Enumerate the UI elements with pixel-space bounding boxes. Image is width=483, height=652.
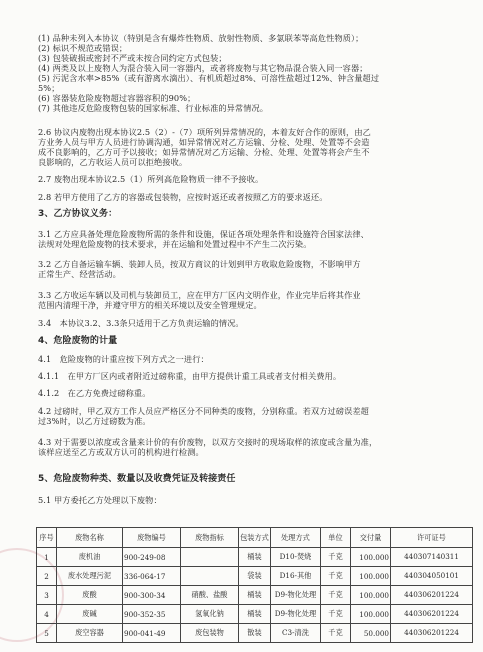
table-cell: 千克 (321, 605, 351, 624)
table-cell: 900-249-08 (123, 548, 181, 567)
para-4-2-line-1: 4.2 过磅时，甲乙双方工作人员应严格区分不同种类的废物，分别称重。若双方过磅误差超 (38, 406, 369, 416)
table-cell: 100.000 (351, 586, 391, 605)
table-cell: 336-064-17 (123, 567, 181, 586)
table-cell: 440306201224 (391, 605, 473, 624)
table-row (37, 605, 473, 624)
table-cell: 硝酸、盐酸 (181, 586, 239, 605)
table-cell: 440307140311 (391, 548, 473, 567)
table-header-cell: 废物指标 (181, 528, 239, 548)
list-item-5-cont: 5%； (38, 83, 60, 93)
table-cell (181, 567, 239, 586)
table-cell: 废碱 (57, 605, 123, 624)
para-4-1: 4.1 危险废物的计重应按下列方式之一进行： (38, 354, 209, 364)
table-cell: 千克 (321, 567, 351, 586)
table-cell: 废机油 (57, 548, 123, 567)
table-header-cell: 包装方式 (239, 528, 271, 548)
table-cell: 废酸 (57, 586, 123, 605)
table-cell: 50.000 (351, 624, 391, 643)
para-4-2-line-2: 过3%时，以乙方过磅数为准。 (38, 416, 151, 426)
table-row (37, 548, 473, 567)
para-3-3-line-2: 范围内清理干净，并遵守甲方的相关环境以及安全管理规定。 (38, 300, 262, 310)
table-cell: 100.000 (351, 567, 391, 586)
table-header-cell: 单位 (321, 528, 351, 548)
table-cell: 440304050101 (391, 567, 473, 586)
waste-table (36, 527, 473, 643)
list-item-4: (4) 两类及以上废物人为混合装入同一容器内，或者将废物与其它物品混合装入同一容器； (38, 63, 368, 73)
table-header-cell: 废物名称 (57, 528, 123, 548)
table-cell: 3 (37, 586, 57, 605)
para-2-7: 2.7 废物出现本协议2.5（1）所列高危险物质一律不予接收。 (38, 174, 264, 184)
table-row (37, 586, 473, 605)
para-3-2-line-2: 正常生产、经营活动。 (38, 269, 121, 279)
table-cell: 袋装 (239, 567, 271, 586)
list-item-3: (3) 包装破损或密封不严或未按合同约定方式包装； (38, 53, 227, 63)
table-cell: 散装 (239, 624, 271, 643)
table-cell: 千克 (321, 548, 351, 567)
table-header-cell: 废物编号 (123, 528, 181, 548)
para-2-6-line-1: 2.6 协议内废物出现本协议2.5（2）-（7）项所列异常情况的，本着友好合作的原则，由乙 (38, 127, 371, 137)
table-cell: 千克 (321, 586, 351, 605)
table-cell: 5 (37, 624, 57, 643)
table-cell: 4 (37, 605, 57, 624)
para-4-3-line-2: 该样应送至乙方或双方认可的机构进行检测。 (38, 447, 204, 457)
table-cell: C3-清洗 (271, 624, 321, 643)
table-cell: 桶装 (239, 548, 271, 567)
table-cell: 桶装 (239, 586, 271, 605)
table-cell: 千克 (321, 624, 351, 643)
table-cell: D16-其他 (271, 567, 321, 586)
list-item-6: (6) 容器装危险废物超过容器容积的90%； (38, 93, 196, 103)
para-2-6-line-3: 成不良影响的，乙方可予以接收；如异常情况对乙方运输、分检、处理、处置等将会产生不 (38, 147, 370, 157)
list-item-7: (7) 其他违反危险废物包装的国家标准、行业标准的异常情况。 (38, 103, 269, 113)
table-cell: 100.000 (351, 548, 391, 567)
table-cell: 氢氧化钠 (181, 605, 239, 624)
table-cell: D9-物化处理 (271, 586, 321, 605)
para-2-8: 2.8 若甲方使用了乙方的容器或包装物，应按时返还或者按照乙方的要求返还。 (38, 192, 328, 202)
table-header-row (37, 528, 473, 548)
table-cell: 废空容器 (57, 624, 123, 643)
table-cell (181, 548, 239, 567)
table-cell: 废水处理污泥 (57, 567, 123, 586)
table-cell: 100.000 (351, 605, 391, 624)
para-4-1-2: 4.1.2 在乙方免费过磅称重。 (38, 388, 151, 398)
table-header-cell: 交付量 (351, 528, 391, 548)
table-header-cell: 许可证号 (391, 528, 473, 548)
table-cell: D10-焚烧 (271, 548, 321, 567)
table-cell: 900-041-49 (123, 624, 181, 643)
para-3-2-line-1: 3.2 乙方自备运输车辆、装卸人员，按双方商议的计划到甲方收取危险废物，不影响甲方 (38, 259, 361, 269)
table-header-cell: 处理方式 (271, 528, 321, 548)
list-item-5: (5) 污泥含水率>85%（或有游离水滴出）、有机质超过8%、可溶性盐超过12%、钟含量超过 (38, 73, 380, 83)
table-cell: 1 (37, 548, 57, 567)
section-heading-4: 4、危险废物的计量 (38, 336, 118, 346)
list-item-2: (2) 标识不规范或错误； (38, 43, 128, 53)
para-3-4: 3.4 本协议3.2、3.3条只适用于乙方负责运输的情况。 (38, 318, 244, 328)
para-2-6-line-2: 方业务人员与甲方人员进行协调沟通，如异常情况对乙方运输、分检、处理、处置等不会造 (38, 137, 370, 147)
table-cell: 440306201224 (391, 586, 473, 605)
table-header-cell: 序号 (37, 528, 57, 548)
para-2-6-line-4: 良影响的，乙方收运人员可以拒绝接收。 (38, 157, 188, 167)
table-row (37, 567, 473, 586)
table-cell: D9-物化处理 (271, 605, 321, 624)
para-3-1-line-2: 法规对处理危险废物的技术要求，并在运输和处置过程中不产生二次污染。 (38, 239, 312, 249)
para-4-1-1: 4.1.1 在甲方厂区内或者附近过磅称重，由甲方提供计重工具或者支付相关费用。 (38, 371, 342, 381)
table-cell: 废包装物 (181, 624, 239, 643)
para-3-3-line-1: 3.3 乙方收运车辆以及司机与装卸员工，应在甲方厂区内文明作业，作业完毕后将其作业 (38, 290, 361, 300)
table-cell: 2 (37, 567, 57, 586)
section-heading-5: 5、危险废物种类、数量以及收费凭证及转接责任 (38, 474, 236, 484)
table-cell: 桶装 (239, 605, 271, 624)
table-cell: 440306201224 (391, 624, 473, 643)
table-cell: 900-300-34 (123, 586, 181, 605)
list-item-1: (1) 品种未列入本协议（特别是含有爆炸性物质、放射性物质、多氯联苯等高危性物质）； (38, 33, 364, 43)
table-cell: 900-352-35 (123, 605, 181, 624)
para-4-3-line-1: 4.3 对于需要以浓度或含量来计价的有价废物，以双方交接时的现场取样的浓度或含量为准， (38, 437, 378, 447)
table-row (37, 624, 473, 643)
section-heading-3: 3、乙方协议义务： (38, 209, 118, 219)
para-3-1-line-1: 3.1 乙方应具备处理危险废物所需的条件和设施，保证各项处理条件和设施符合国家法律、 (38, 229, 369, 239)
para-5-1: 5.1 甲方委托乙方处理以下废物： (38, 495, 162, 505)
